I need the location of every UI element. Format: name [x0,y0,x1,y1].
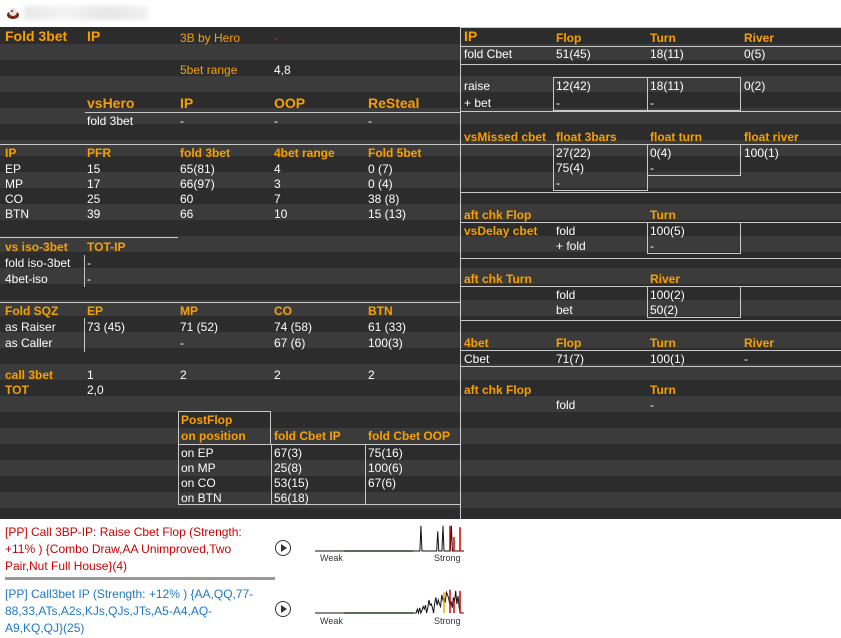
4bet-river-value: - [744,352,748,366]
play-icon[interactable] [275,540,291,556]
postflop-left [178,445,179,505]
postflop-col-sep2 [365,445,366,505]
postflop-title: PostFlop [181,413,233,427]
postflop-header-oop: fold Cbet OOP [368,429,450,443]
fold3bet-pos: IP [87,28,101,44]
aft-chk-flop2-header: aft chk Flop [464,383,532,397]
4bet-header: 4bet [464,336,489,350]
pos-row-label: MP [5,177,23,191]
strength-line [315,591,464,613]
pos-row-cell: 15 (13) [368,207,407,221]
pos-row-label: CO [5,192,23,206]
call3bet-cell: 2 [274,368,281,382]
5bet-range-value: 4,8 [274,63,291,77]
vsdelay-label: vsDelay cbet [464,224,538,238]
sqz-col-sep [84,318,85,352]
sqz-cell: 100(3) [368,336,403,350]
row-stripe [0,492,841,508]
divider-right-4 [460,258,841,259]
row-stripe [0,396,841,412]
row-stripe [0,460,841,476]
hud-line-2: [PP] Call3bet IP (Strength: +12% ) {AA,QQ,77-88,33,ATs,A2s,KJs,QJs,JTs,A5-A4,AQ-A9,KQ,QJ}(25) [5,587,254,635]
missed-header: vsMissed cbet [464,130,547,144]
aftturn-row-label: fold [556,288,576,302]
missed-river-value: 100(1) [744,146,779,160]
divider-right-top [460,27,841,28]
raise-turn-value: 18(11) [650,79,684,93]
raise-flop-value: 12(42) [556,79,591,93]
postflop-header-ip: fold Cbet IP [274,429,341,443]
sqz-cell: 71 (52) [180,320,219,334]
vshero-header: vsHero [87,95,135,111]
postflop-row-label: on BTN [181,491,222,505]
delay-row-value: 100(5) [650,224,685,238]
missed-3bars-value: 75(4) [556,161,585,175]
missed-header-river: float river [744,130,799,144]
ip-header-river: River [744,31,775,45]
hud-separator [5,577,275,580]
sqz-header: EP [87,304,104,318]
4bet-row-label: Cbet [464,352,490,366]
sqz-header: MP [180,304,198,318]
plus-bet-flop-value: - [556,96,560,110]
pos-header-4bet-range: 4bet range [274,146,335,160]
sqz-row-label: as Raiser [5,320,56,334]
call3bet-cell: 2 [368,368,375,382]
pos-row-cell: 25 [87,192,101,206]
iso-row-label: 4bet-iso [5,272,48,286]
plus-bet-turn-value: - [650,96,654,110]
sqz-row-label: as Caller [5,336,53,350]
pos-row-cell: 38 (8) [368,192,400,206]
aftflop2-row-label: fold [556,398,576,412]
pos-row-cell: 3 [274,177,281,191]
ip-row-label: fold Cbet [464,47,513,61]
postflop-cell: 67(6) [368,476,397,490]
aft-chk-flop-header: aft chk Flop [464,208,532,222]
fold3bet-title: Fold 3bet [5,28,68,44]
4bet-turn-value: 100(1) [650,352,685,366]
divider-right-5 [460,320,841,321]
postflop-cell: 56(18) [274,491,309,505]
aftflop2-row-value: - [650,398,654,412]
delay-row-label: + fold [556,239,586,253]
pos-row-label: BTN [5,207,29,221]
vshero-ip-header: IP [180,95,194,111]
aftturn-row-label: bet [556,303,573,317]
missed-turn-value: - [650,161,654,175]
iso-row-label: fold iso-3bet [5,256,71,270]
iso-row-value: - [87,272,91,286]
sqz-cell: 73 (45) [87,320,126,334]
postflop-row-label: on CO [181,476,216,490]
3b-by-hero-value: - [274,31,278,45]
call3bet-label: TOT [5,383,29,397]
pos-row-label: EP [5,162,22,176]
sqz-cell: 67 (6) [274,336,306,350]
postflop-row-label: on EP [181,446,214,460]
iso-header: vs iso-3bet [5,240,68,254]
pos-row-cell: 4 [274,162,281,176]
3b-by-hero-label: 3B by Hero [180,31,241,45]
pos-row-cell: 10 [274,207,288,221]
title-bar [0,0,841,27]
pos-row-cell: 15 [87,162,101,176]
vshero-resteal-header: ReSteal [368,95,420,111]
row-stripe [0,268,841,284]
vshero-row-label: fold 3bet [87,114,134,128]
hud-panel [0,519,841,638]
vshero-oop-header: OOP [274,95,306,111]
delay-row-value: - [650,239,654,253]
raise-label: raise [464,79,491,93]
vshero-underline [85,112,461,113]
missed-header-3bars: float 3bars [556,130,617,144]
vshero-resteal-value: - [368,114,372,128]
sqz-header: BTN [368,304,393,318]
pos-row-cell: 66 [180,207,194,221]
chart2-strong-label: Strong [434,616,461,626]
aftturn-river-header: River [650,272,681,286]
sqz-cell: - [180,336,184,350]
ip-title: IP [464,28,478,44]
postflop-row-label: on MP [181,461,216,475]
postflop-cell: 25(8) [274,461,303,475]
delay-row-label: fold [556,224,576,238]
pos-header-fold5bet: Fold 5bet [368,146,422,160]
pos-header-ip: IP [5,146,17,160]
pos-row-cell: 66(97) [180,177,215,191]
ip-river-value: 0(5) [744,47,766,61]
aftturn-row-value: 100(2) [650,288,685,302]
4bet-header-river: River [744,336,775,350]
pos-header-fold3bet: fold 3bet [180,146,230,160]
play-icon[interactable] [275,601,291,617]
postflop-col-sep [271,445,272,505]
4bet-header-flop: Flop [556,336,582,350]
pos-header-pfr: PFR [87,146,111,160]
pos-row-cell: 0 (4) [368,177,393,191]
divider-right-2 [460,111,841,112]
iso-header-totip: TOT-IP [87,240,126,254]
missed-3bars-value: 27(22) [556,146,591,160]
postflop-cell: 100(6) [368,461,403,475]
sqz-header: CO [274,304,292,318]
call3bet-cell: 1 [87,368,94,382]
strength-chart-1 [314,521,466,555]
plus-bet-label: + bet [464,96,492,110]
4bet-header-turn: Turn [650,336,676,350]
pos-row-cell: 7 [274,192,281,206]
app-icon [5,5,21,21]
call3bet-label: call 3bet [5,368,54,382]
divider-right-3 [460,192,841,193]
pos-row-cell: 60 [180,192,194,206]
aft-chk-turn-header: aft chk Turn [464,272,532,286]
call3bet-cell: 2,0 [87,383,104,397]
divider-vertical [460,27,461,519]
chart1-weak-label: Weak [320,553,343,563]
sqz-top [0,302,461,303]
chart1-strong-label: Strong [434,553,461,563]
missed-turn-value: 0(4) [650,146,672,160]
iso-row-value: - [87,256,91,270]
divider-left-iso [0,237,178,238]
row-stripe [0,204,841,220]
chart2-weak-label: Weak [320,616,343,626]
aftturn-row-value: 50(2) [650,303,679,317]
raise-river-value: 0(2) [744,79,766,93]
postflop-cell: 67(3) [274,446,303,460]
row-stripe [0,332,841,348]
postflop-underline [178,444,461,445]
sqz-header: Fold SQZ [5,304,59,318]
pos-row-cell: 0 (7) [368,162,393,176]
postflop-subtitle: on position [181,429,246,443]
postflop-cell: 75(16) [368,446,403,460]
call3bet-cell: 2 [180,368,187,382]
delay-turn-header: Turn [650,208,676,222]
ip-header-flop: Flop [556,31,582,45]
aftflop2-turn-header: Turn [650,383,676,397]
sqz-cell: 61 (33) [368,320,407,334]
postflop-cell: 53(15) [274,476,309,490]
4bet-underline [460,350,841,351]
pos-row-cell: 65(81) [180,162,215,176]
missed-3bars-value: - [556,176,560,190]
ip-turn-value: 18(11) [650,47,684,61]
strength-line [315,526,464,551]
missed-header-turn: float turn [650,130,702,144]
ip-header-turn: Turn [650,31,676,45]
pos-table-top [0,144,461,145]
redacted-title [24,6,148,20]
vshero-oop-value: - [274,114,278,128]
vshero-ip-value: - [180,114,184,128]
4bet-flop-value: 71(7) [556,352,585,366]
strength-chart-2 [314,585,466,617]
5bet-range-label: 5bet range [180,63,238,77]
sqz-cell: 74 (58) [274,320,313,334]
iso-col-sep [84,255,85,287]
pos-row-cell: 39 [87,207,101,221]
hud-line-1: [PP] Call 3BP-IP: Raise Cbet Flop (Strength: +11% ) {Combo Draw,AA Unimproved,Two Pair,Nut Full House}(4) [5,525,242,573]
pos-row-cell: 17 [87,177,101,191]
divider-right-1 [460,64,841,65]
ip-flop-value: 51(45) [556,47,591,61]
